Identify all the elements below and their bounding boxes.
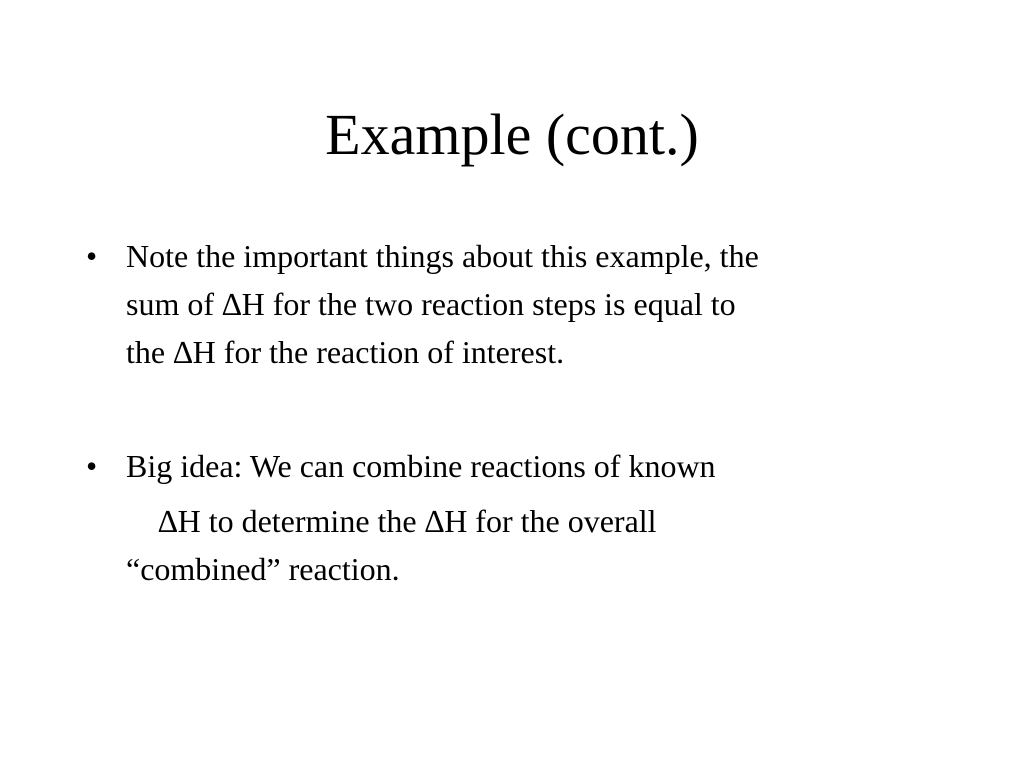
bullet-line: the ∆H for the reaction of interest.	[126, 334, 565, 370]
bullet-line: Big idea: We can combine reactions of known	[126, 448, 716, 484]
bullet-line: “combined” reaction.	[126, 551, 400, 587]
bullet-item	[86, 442, 966, 593]
bullet-item	[86, 232, 966, 376]
slide-title: Example (cont.)	[325, 102, 699, 167]
bullet-line: ∆H to determine the ∆H for the overall	[158, 503, 657, 539]
bullet-list	[86, 232, 966, 593]
bullet-icon: •	[86, 448, 98, 484]
bullet-icon: •	[86, 238, 98, 274]
bullet-line: Note the important things about this example, the	[126, 238, 759, 274]
bullet-line: sum of ∆H for the two reaction steps is equal to	[126, 286, 736, 322]
